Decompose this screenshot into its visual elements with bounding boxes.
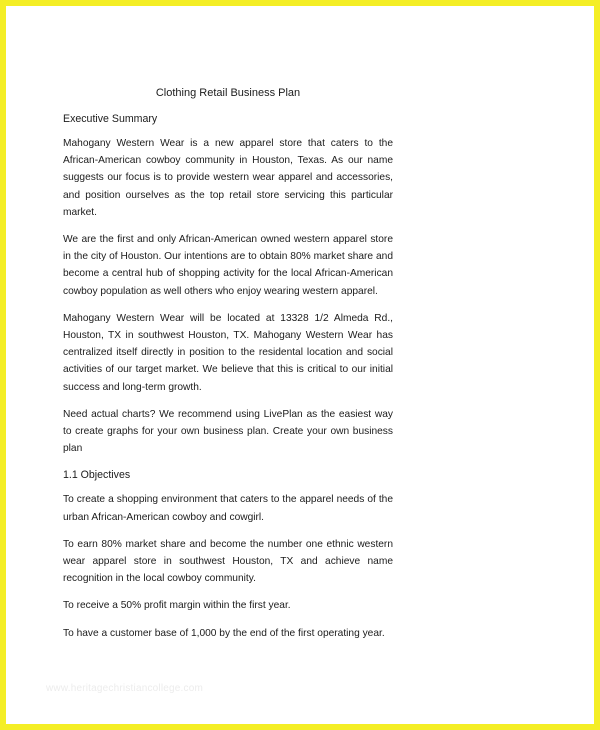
objective-paragraph: To create a shopping environment that caters to the apparel needs of the urban African-American cowboy and cowgirl. <box>63 494 393 523</box>
paragraph: Mahogany Western Wear will be located at 13328 1/2 Almeda Rd., Houston, TX in southwest Houston, TX. Mahogany Western Wear has centralized itself directly in position to the residental location and social activities of our target market. We believe that this is critical to our initial success and long-term growth. <box>63 312 393 393</box>
paragraph: Need actual charts? We recommend using LivePlan as the easiest way to create graphs for your own business plan. Create your own business plan <box>63 408 393 455</box>
objective-paragraph: To receive a 50% profit margin within the first year. <box>63 600 291 612</box>
paragraph: Mahogany Western Wear is a new apparel store that caters to the African-American cowboy community in Houston, Texas. As our name suggests our focus is to provide western wear apparel and accessories, and position ourselves as the top retail store servicing this particular market. <box>63 138 393 218</box>
section-heading-objectives: 1.1 Objectives <box>63 469 131 482</box>
document-page <box>6 6 594 724</box>
watermark: www.heritagechristiancollege.com <box>46 683 204 694</box>
document-body <box>63 86 393 652</box>
objective-paragraph: To earn 80% market share and become the number one ethnic western wear apparel store in southwest Houston, TX and achieve name recognition in the local cowboy community. <box>63 538 393 585</box>
document-title: Clothing Retail Business Plan <box>155 87 301 99</box>
section-heading-executive-summary: Executive Summary <box>63 113 158 125</box>
paragraph: We are the first and only African-American owned western apparel store in the city of Houston. Our intentions are to obtain 80% market share and become a central hub of shopping activity for the local African-American cowboy population as well others who enjoy wearing western apparel. <box>63 234 393 297</box>
objective-paragraph: To have a customer base of 1,000 by the end of the first operating year. <box>63 627 385 639</box>
